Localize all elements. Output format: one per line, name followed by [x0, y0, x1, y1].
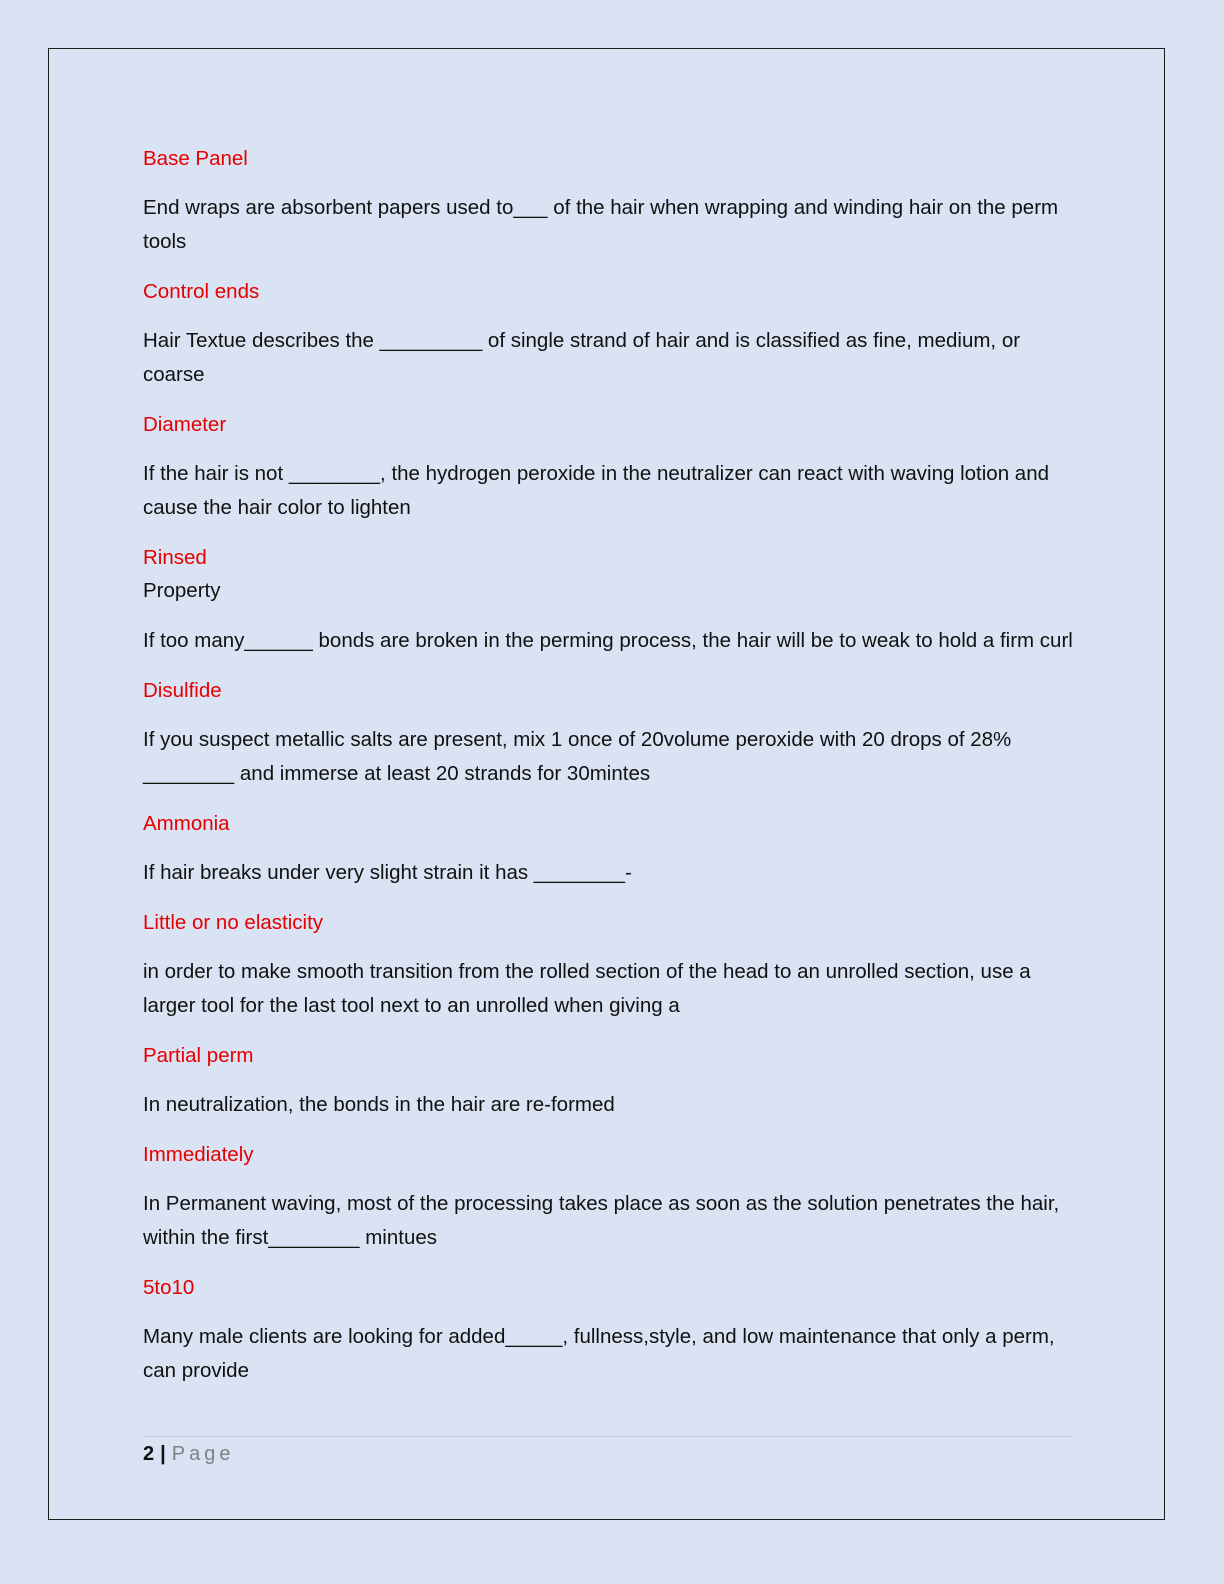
answer-text: Ammonia	[143, 812, 230, 835]
answer-text: Control ends	[143, 280, 260, 303]
question-text: If too many______ bonds are broken in the perming process, the hair will be to weak to hold a firm curl	[143, 629, 1073, 652]
question-text: If the hair is not ________, the hydrogen peroxide in the neutralizer can react with waving lotion and cause the hair color to lighten	[143, 462, 1049, 519]
question-text: In neutralization, the bonds in the hair are re-formed	[143, 1093, 615, 1116]
question-text: If you suspect metallic salts are present, mix 1 once of 20volume peroxide with 20 drops of 28% ________ and immerse at least 20 strands for 30mintes	[143, 728, 1012, 785]
page-number: 2	[143, 1443, 155, 1465]
page-label: Page	[171, 1443, 235, 1465]
question-text: in order to make smooth transition from the rolled section of the head to an unrolled section, use a larger tool for the last tool next to an unrolled when giving a	[143, 960, 1031, 1017]
answer-text: Partial perm	[143, 1044, 254, 1067]
answer-text: Immediately	[143, 1143, 254, 1166]
answer-text: Base Panel	[143, 147, 248, 170]
question-text: Many male clients are looking for added_____, fullness,style, and low maintenance that only a perm, can provide	[143, 1325, 1055, 1382]
document-body	[143, 142, 1073, 1404]
question-text: In Permanent waving, most of the processing takes place as soon as the solution penetrates the hair, within the first________ mintues	[143, 1192, 1060, 1249]
question-text: Property	[143, 579, 221, 602]
footer-separator: |	[160, 1443, 166, 1465]
page-footer	[143, 1440, 234, 1468]
answer-text: Disulfide	[143, 679, 222, 702]
question-text: Hair Textue describes the _________ of single strand of hair and is classified as fine, medium, or coarse	[143, 329, 1021, 386]
footer-divider	[143, 1436, 1073, 1437]
answer-text: 5to10	[143, 1276, 195, 1299]
answer-text: Diameter	[143, 413, 227, 436]
question-text: If hair breaks under very slight strain it has ________-	[143, 861, 632, 884]
answer-text: Little or no elasticity	[143, 911, 324, 934]
answer-text: Rinsed	[143, 546, 207, 569]
question-text: End wraps are absorbent papers used to___ of the hair when wrapping and winding hair on the perm tools	[143, 196, 1059, 253]
